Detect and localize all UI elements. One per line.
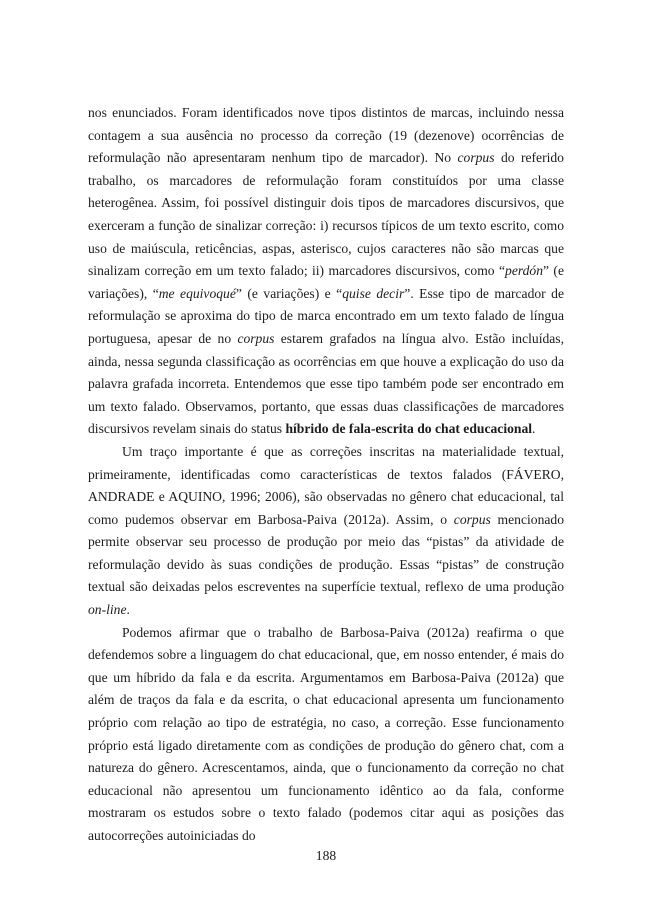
paragraph-3: Podemos afirmar que o trabalho de Barbosa-Paiva (2012a) reafirma o que defendemos sobre a linguagem do chat educacional, que, em nosso entender, é mais do que um híbrido da fala e da escrita. Argumentamos em Barbosa-Paiva (2012a) que além de traços da fala e da escrita, o chat educacional apresenta um funcionamento próprio com relação ao tipo de estratégia, no caso, a correção. Esse funcionamento próprio está ligado diretamente com as condições de produção do gênero chat, com a natureza do gênero. Acrescentamos, ainda, que o funcionamento da correção no chat educacional não apresentou um funcionamento idêntico ao da fala, conforme mostraram os estudos sobre o texto falado (podemos citar aqui as posições das autocorreções autoiniciadas do xyxy=(88,624,564,843)
body-text xyxy=(88,102,564,848)
paragraph-2: Um traço importante é que as correções inscritas na materialidade textual, primeiramente, identificadas como características de textos falados (FÁVERO, ANDRADE e AQUINO, 1996; 2006), são observadas no gênero chat educacional, tal como pudemos observar em Barbosa-Paiva (2012a). Assim, o corpus mencionado permite observar seu processo de produção por meio das “pistas” da atividade de reformulação devido às suas condições de produção. Essas “pistas” de construção textual são deixadas pelos escreventes na superfície textual, reflexo de uma produção on-line. xyxy=(88,443,564,618)
page-number: 188 xyxy=(315,848,337,863)
paragraph-1: nos enunciados. Foram identificados nove tipos distintos de marcas, incluindo nessa contagem a sua ausência no processo da correção (19 (dezenove) ocorrências de reformulação não apresentaram nenhum tipo de marcador). No corpus do referido trabalho, os marcadores de reformulação foram constituídos por uma classe heterogênea. Assim, foi possível distinguir dois tipos de marcadores discursivos, que exerceram a função de sinalizar correção: i) recursos típicos de um texto escrito, como uso de maiúscula, reticências, aspas, asterisco, cujos caracteres não são marcas que sinalizam correção em um texto falado; ii) marcadores discursivos, como “perdón” (e variações), “me equivoqué” (e variações) e “quise decir”. Esse tipo de marcador de reformulação se aproxima do tipo de marca encontrado em um texto falado de língua portuguesa, apesar de no corpus estarem grafados na língua alvo. Estão incluídas, ainda, nessa segunda classificação as ocorrências em que houve a explicação do uso da palavra grafada incorreta. Entendemos que esse tipo também pode ser encontrado em um texto falado. Observamos, portanto, que essas duas classificações de marcadores discursivos revelam sinais do status híbrido de fala-escrita do chat educacional. xyxy=(88,105,564,437)
